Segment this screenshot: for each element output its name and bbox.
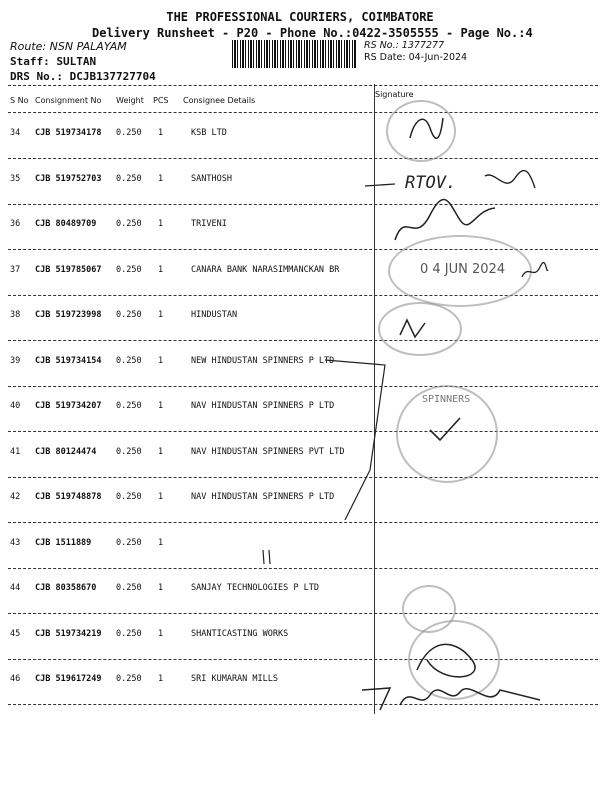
table-top-rule [8, 85, 598, 86]
col-header-consignment: Consignment No [35, 96, 102, 105]
stamp-spinners-text: SPINNERS [422, 394, 471, 405]
row-sno: 45 [10, 628, 21, 639]
row-divider [8, 431, 598, 432]
row-weight: 0.250 [116, 446, 142, 457]
row-consignee: NEW HINDUSTAN SPINNERS P LTD [191, 355, 335, 366]
row-divider [8, 477, 598, 478]
row-consignee: SANJAY TECHNOLOGIES P LTD [191, 583, 319, 593]
row-consignee: NAV HINDUSTAN SPINNERS P LTD [191, 492, 335, 502]
signature-row-45 [412, 630, 482, 685]
row-consignment-no: CJB 1511889 [35, 537, 92, 548]
ditto-mark [258, 548, 278, 568]
barcode-image [232, 40, 356, 68]
row-divider [8, 522, 598, 523]
row-consignment-no: CJB 519785067 [35, 264, 102, 275]
row-pcs: 1 [158, 355, 164, 366]
row-divider [8, 158, 598, 159]
row-consignee: SHANTICASTING WORKS [191, 628, 289, 639]
col-header-signature: Signature [375, 90, 414, 99]
row-divider [8, 568, 598, 569]
row-sno: 43 [10, 537, 21, 548]
row-consignment-no: CJB 519734207 [35, 401, 102, 411]
row-pcs: 1 [158, 128, 164, 138]
row-sno: 36 [10, 219, 21, 229]
row-consignment-no: CJB 519748878 [35, 492, 102, 502]
row-divider [8, 659, 598, 660]
row-consignee: CANARA BANK NARASIMMANCKAN BR [191, 264, 340, 275]
row-weight: 0.250 [116, 674, 142, 684]
row-weight: 0.250 [116, 355, 142, 366]
rs-date: RS Date: 04-Jun-2024 [364, 52, 468, 63]
row-sno: 37 [10, 264, 21, 275]
row-sno: 39 [10, 355, 21, 366]
row-consignment-no: CJB 80124474 [35, 446, 97, 457]
row-weight: 0.250 [116, 583, 142, 593]
row-sno: 38 [10, 310, 21, 320]
row-consignment-no: CJB 519723998 [35, 310, 102, 320]
signature-row-37 [520, 262, 550, 282]
col-header-sno: S No [10, 96, 29, 105]
row-consignment-no: CJB 519617249 [35, 674, 102, 684]
row-sno: 41 [10, 446, 21, 457]
row-weight: 0.250 [116, 264, 142, 275]
row-consignment-no: CJB 80358670 [35, 583, 97, 593]
row-sno: 44 [10, 583, 21, 593]
row-weight: 0.250 [116, 128, 142, 138]
row-pcs: 1 [158, 219, 164, 229]
runsheet-subtitle: Delivery Runsheet - P20 - Phone No.:0422-3505555 - Page No.:4 [92, 26, 533, 40]
row-pcs: 1 [158, 492, 164, 502]
rtov-text: RTOV. [405, 173, 457, 193]
row-sno: 34 [10, 128, 21, 138]
row-weight: 0.250 [116, 628, 142, 639]
signature-row-46 [360, 680, 560, 720]
signature-row-38 [395, 315, 435, 345]
row-pcs: 1 [158, 537, 164, 548]
runsheet-title: THE PROFESSIONAL COURIERS, COIMBATORE [166, 10, 434, 24]
row-consignment-no: CJB 519734154 [35, 355, 102, 366]
row-sno: 46 [10, 674, 21, 684]
row-pcs: 1 [158, 173, 164, 184]
row-sno: 40 [10, 401, 21, 411]
row-pcs: 1 [158, 446, 164, 457]
row-consignment-no: CJB 519734219 [35, 628, 102, 639]
row-divider [8, 613, 598, 614]
row-consignee: KSB LTD [191, 128, 227, 138]
signature-row-34 [405, 108, 445, 148]
row-pcs: 1 [158, 310, 164, 320]
row-consignee: NAV HINDUSTAN SPINNERS P LTD [191, 401, 335, 411]
rtov-annotation [365, 168, 545, 198]
row-pcs: 1 [158, 674, 164, 684]
row-pcs: 1 [158, 583, 164, 593]
row-pcs: 1 [158, 628, 164, 639]
row-weight: 0.250 [116, 219, 142, 229]
row-consignee: NAV HINDUSTAN SPINNERS PVT LTD [191, 446, 345, 457]
row-consignment-no: CJB 80489709 [35, 219, 97, 229]
row-pcs: 1 [158, 401, 164, 411]
staff-label: Staff: SULTAN [10, 55, 97, 68]
col-header-consignee: Consignee Details [183, 96, 256, 105]
drs-number: DRS No.: DCJB137727704 [10, 70, 156, 83]
header-bottom-rule [8, 112, 598, 113]
row-consignment-no: CJB 519752703 [35, 173, 102, 184]
row-weight: 0.250 [116, 492, 142, 502]
row-sno: 42 [10, 492, 21, 502]
col-header-pcs: PCS [153, 96, 169, 105]
row-weight: 0.250 [116, 537, 142, 548]
rs-number: RS No.: 1377277 [364, 40, 445, 51]
row-pcs: 1 [158, 264, 164, 275]
signature-row-40 [425, 415, 465, 445]
route-label: Route: NSN PALAYAM [10, 40, 127, 53]
row-consignee: SANTHOSH [191, 173, 232, 184]
row-divider [8, 386, 598, 387]
row-consignment-no: CJB 519734178 [35, 128, 102, 138]
row-consignee: TRIVENI [191, 219, 227, 229]
row-consignee: SRI KUMARAN MILLS [191, 674, 278, 684]
stamp-spinners-label [400, 382, 490, 412]
row-divider [8, 340, 598, 341]
row-weight: 0.250 [116, 173, 142, 184]
col-header-weight: Weight [116, 96, 144, 105]
bracket-line-rows-39-42 [305, 350, 405, 530]
row-sno: 35 [10, 173, 21, 184]
row-weight: 0.250 [116, 401, 142, 411]
row-divider [8, 204, 598, 205]
stamp-date-text: 0 4 JUN 2024 [420, 262, 506, 277]
row-weight: 0.250 [116, 310, 142, 320]
row-consignee: HINDUSTAN [191, 310, 238, 320]
